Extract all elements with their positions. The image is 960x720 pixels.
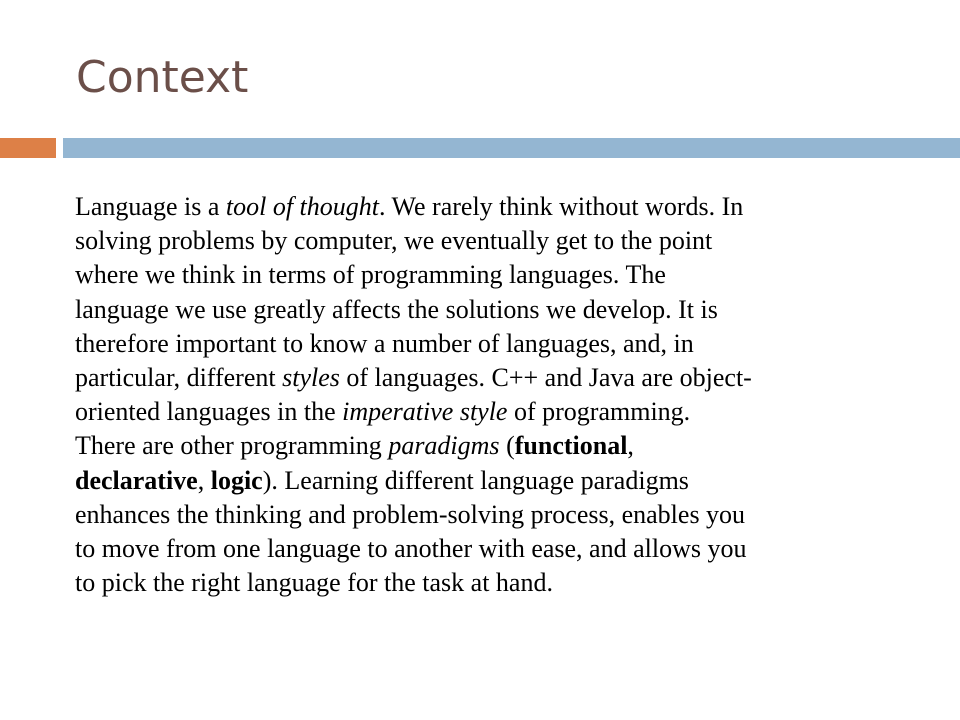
body-text-run: Language is a bbox=[75, 192, 226, 221]
title-accent-bar bbox=[0, 138, 56, 158]
body-text-run: enhances the thinking and problem-solving process, enables you bbox=[75, 499, 746, 529]
body-text-run: where we think in terms of programming languages. The bbox=[75, 260, 666, 290]
body-line bbox=[75, 395, 935, 429]
body-text-run: to move from one language to another with ease, and allows you bbox=[75, 533, 747, 563]
body-text-run: , bbox=[197, 465, 211, 495]
body-line bbox=[75, 498, 935, 532]
body-text-run: of programming. bbox=[507, 397, 691, 427]
bold-term: functional bbox=[514, 431, 628, 461]
body-line bbox=[75, 464, 935, 498]
body-line bbox=[75, 429, 935, 463]
title-underline-bar bbox=[63, 138, 960, 158]
body-line bbox=[75, 258, 935, 292]
body-line bbox=[75, 293, 935, 327]
emphasis-text: styles bbox=[282, 362, 340, 392]
body-text-run: ). Learning different language paradigms bbox=[262, 465, 689, 495]
body-line bbox=[75, 190, 935, 224]
bold-term: declarative bbox=[75, 465, 198, 495]
body-text-run: oriented languages in the bbox=[75, 397, 343, 427]
bold-term: logic bbox=[210, 465, 263, 495]
body-text-run: There are other programming bbox=[75, 431, 389, 461]
emphasis-text: imperative style bbox=[342, 397, 508, 427]
body-text-run: , bbox=[627, 431, 634, 461]
body-line bbox=[75, 224, 935, 258]
body-text-run: therefore important to know a number of languages, and, in bbox=[75, 328, 694, 358]
body-line bbox=[75, 532, 935, 566]
body-text-run: particular, different bbox=[75, 362, 283, 392]
body-line bbox=[75, 327, 935, 361]
emphasis-text: paradigms bbox=[388, 431, 500, 461]
body-text-run: ( bbox=[499, 431, 515, 461]
body-text-run: solving problems by computer, we eventually get to the point bbox=[75, 226, 713, 256]
body-line bbox=[75, 361, 935, 395]
body-text-run: to pick the right language for the task at hand. bbox=[75, 568, 553, 598]
slide-title: Context bbox=[76, 52, 249, 103]
body-line bbox=[75, 566, 935, 600]
body-text-run: of languages. C++ and Java are object- bbox=[339, 362, 752, 392]
body-paragraph bbox=[75, 190, 935, 600]
body-text-run: . We rarely think without words. In bbox=[379, 192, 744, 221]
emphasis-text: tool of thought bbox=[225, 192, 380, 221]
body-text-run: language we use greatly affects the solutions we develop. It is bbox=[75, 294, 718, 324]
